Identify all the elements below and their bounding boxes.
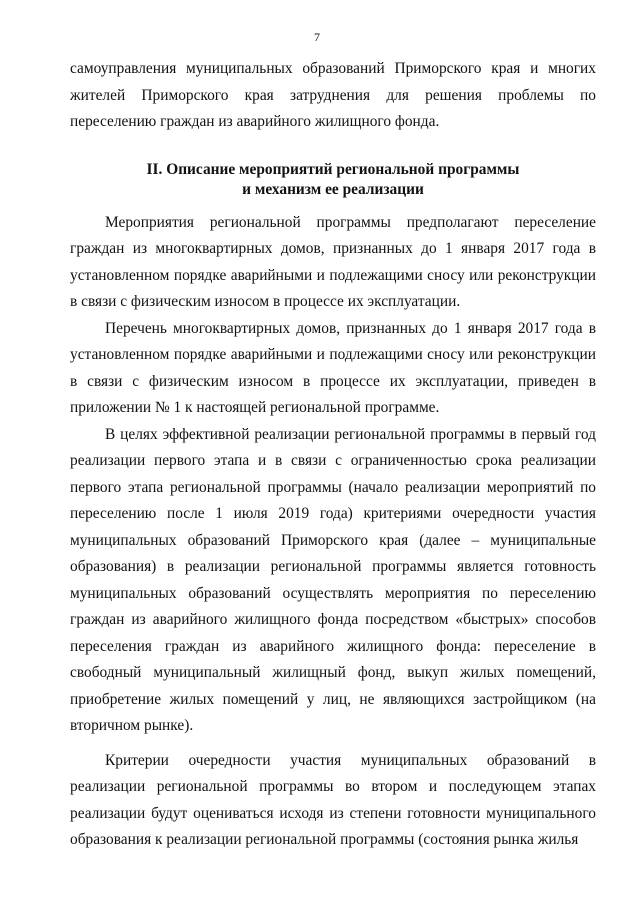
section-heading — [70, 160, 596, 200]
paragraph-measures: Мероприятия региональной программы предполагают переселение граждан из многоквартирных домов, признанных до 1 января 2017 года в установленном порядке аварийными и подлежащими сносу или реконструкции в связи с физическим износом в процессе их эксплуатации. — [70, 213, 596, 310]
paragraph-next-stages: Критерии очередности участия муниципальных образований в реализации региональной программы во втором и последующем этапах реализации будут оцениваться исходя из степени готовности муниципального образования к реализации региональной программы (состояния рынка жилья — [70, 751, 596, 848]
paragraph-priority-criteria: В целях эффективной реализации региональной программы в первый год реализации первого этапа и в связи с ограниченностью срока реализации первого этапа региональной программы (начало реализации мероприятий по переселению после 1 июля 2019 года) критериями очередности участия муниципальных образований Приморского края (далее – муниципальные образования) в реализации региональной программы является готовность муниципальных образований осуществлять мероприятия по переселению граждан из аварийного жилищного фонда посредством «быстрых» способов переселения граждан из аварийного жилищного фонда: переселение в свободный муниципальный жилищный фонд, выкуп жилых помещений, приобретение жилых помещений у лиц, не являющихся застройщиком (на вторичном рынке). — [70, 425, 596, 734]
continuation-paragraph: самоуправления муниципальных образований Приморского края и многих жителей Приморского края затруднения для решения проблемы по переселению граждан из аварийного жилищного фонда. — [70, 60, 596, 130]
page-number: 7 — [314, 30, 320, 44]
paragraph-house-list: Перечень многоквартирных домов, признанных до 1 января 2017 года в установленном порядке аварийными и подлежащими сносу или реконструкции в связи с физическим износом в процессе их эксплуатации, приведен в приложении № 1 к настоящей региональной программе. — [70, 319, 596, 416]
document-body — [70, 56, 596, 854]
section-heading-line-2: и механизм ее реализации — [242, 180, 424, 198]
section-heading-line-1: II. Описание мероприятий региональной программы — [146, 160, 520, 178]
